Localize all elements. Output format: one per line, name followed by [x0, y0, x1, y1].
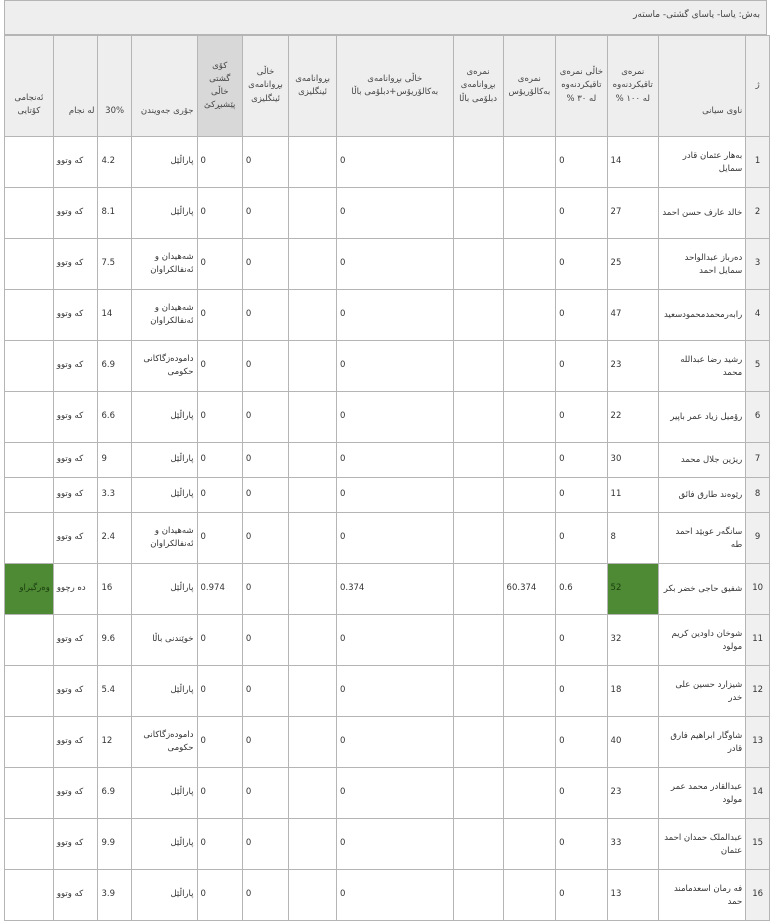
- not-done-cell: کە وتوو: [53, 290, 98, 341]
- grade30-cell: 0: [556, 478, 607, 513]
- not-done-cell: کە وتوو: [53, 239, 98, 290]
- grade100-cell: 11: [607, 478, 658, 513]
- combo-cell: 0: [336, 513, 453, 564]
- result-cell: [5, 290, 54, 341]
- grade30-cell: 0: [556, 188, 607, 239]
- combo-cell: 0: [336, 819, 453, 870]
- pct30-cell: 6.9: [98, 768, 131, 819]
- grade100-cell: 47: [607, 290, 658, 341]
- diploma-cell: [453, 290, 503, 341]
- table-row: [5, 137, 770, 188]
- pct30-cell: 3.9: [98, 870, 131, 921]
- total-cell: 0: [197, 513, 242, 564]
- grade30-cell: 0: [556, 392, 607, 443]
- grade100-cell: 52: [607, 564, 658, 615]
- combo-cell: 0: [336, 392, 453, 443]
- name-cell: دەرباز عبدالواحد سمایل احمد: [658, 239, 745, 290]
- table-row: [5, 564, 770, 615]
- diploma-cell: [453, 819, 503, 870]
- col-header-eng-cert: بڕوانامەی ئینگلیزی: [289, 36, 337, 137]
- col-header-channel: جۆری جەویندن: [131, 36, 197, 137]
- pct30-cell: 9.9: [98, 819, 131, 870]
- combo-cell: 0: [336, 188, 453, 239]
- channel-cell: دامودەزگاکانی حکومی: [131, 341, 197, 392]
- not-done-cell: کە وتوو: [53, 768, 98, 819]
- bachelor-cell: [503, 768, 556, 819]
- name-cell: شاوگار ابراهیم فارق قادر: [658, 717, 745, 768]
- channel-cell: پاراڵێل: [131, 443, 197, 478]
- eng-cert-cell: [289, 341, 337, 392]
- table-body: [5, 137, 770, 921]
- combo-cell: 0.374: [336, 564, 453, 615]
- total-cell: 0: [197, 188, 242, 239]
- combo-cell: 0: [336, 666, 453, 717]
- pct30-cell: 6.9: [98, 341, 131, 392]
- header-row: [5, 36, 770, 137]
- eng-points-cell: 0: [242, 392, 288, 443]
- diploma-cell: [453, 870, 503, 921]
- diploma-cell: [453, 392, 503, 443]
- grade100-cell: 33: [607, 819, 658, 870]
- channel-cell: پاراڵێل: [131, 819, 197, 870]
- index-cell: 5: [746, 341, 770, 392]
- diploma-cell: [453, 239, 503, 290]
- eng-cert-cell: [289, 478, 337, 513]
- table-row: [5, 239, 770, 290]
- index-cell: 15: [746, 819, 770, 870]
- channel-cell: پاراڵێل: [131, 137, 197, 188]
- table-row: [5, 478, 770, 513]
- result-cell: [5, 478, 54, 513]
- combo-cell: 0: [336, 870, 453, 921]
- grade100-cell: 22: [607, 392, 658, 443]
- not-done-cell: کە وتوو: [53, 392, 98, 443]
- result-cell: [5, 666, 54, 717]
- combo-cell: 0: [336, 443, 453, 478]
- not-done-cell: کە وتوو: [53, 443, 98, 478]
- not-done-cell: کە وتوو: [53, 137, 98, 188]
- name-cell: شفیق حاجی خضر بکر: [658, 564, 745, 615]
- not-done-cell: کە وتوو: [53, 870, 98, 921]
- diploma-cell: [453, 513, 503, 564]
- combo-cell: 0: [336, 290, 453, 341]
- eng-cert-cell: [289, 768, 337, 819]
- col-header-name: ناوی سیانی: [658, 36, 745, 137]
- not-done-cell: کە وتوو: [53, 717, 98, 768]
- diploma-cell: [453, 717, 503, 768]
- eng-cert-cell: [289, 615, 337, 666]
- eng-points-cell: 0: [242, 615, 288, 666]
- eng-points-cell: 0: [242, 478, 288, 513]
- bachelor-cell: 60.374: [503, 564, 556, 615]
- channel-cell: شەهیدان و ئەنفالکراوان: [131, 239, 197, 290]
- eng-points-cell: 0: [242, 819, 288, 870]
- name-cell: عبدالملک حمدان احمد عثمان: [658, 819, 745, 870]
- col-header-eng-points: خاڵی بڕوانامەی ئینگلیزی: [242, 36, 288, 137]
- index-cell: 4: [746, 290, 770, 341]
- diploma-cell: [453, 341, 503, 392]
- diploma-cell: [453, 564, 503, 615]
- eng-cert-cell: [289, 443, 337, 478]
- eng-cert-cell: [289, 564, 337, 615]
- bachelor-cell: [503, 137, 556, 188]
- total-cell: 0: [197, 717, 242, 768]
- grade100-cell: 23: [607, 768, 658, 819]
- total-cell: 0: [197, 137, 242, 188]
- total-cell: 0: [197, 341, 242, 392]
- bachelor-cell: [503, 666, 556, 717]
- channel-cell: پاراڵێل: [131, 188, 197, 239]
- diploma-cell: [453, 478, 503, 513]
- grade100-cell: 32: [607, 615, 658, 666]
- eng-cert-cell: [289, 188, 337, 239]
- grade30-cell: 0: [556, 443, 607, 478]
- result-cell: [5, 513, 54, 564]
- channel-cell: خوێندنی باڵا: [131, 615, 197, 666]
- pct30-cell: 9: [98, 443, 131, 478]
- eng-cert-cell: [289, 666, 337, 717]
- result-cell: [5, 137, 54, 188]
- grade30-cell: 0.6: [556, 564, 607, 615]
- eng-points-cell: 0: [242, 188, 288, 239]
- not-done-cell: کە وتوو: [53, 188, 98, 239]
- eng-points-cell: 0: [242, 341, 288, 392]
- index-cell: 16: [746, 870, 770, 921]
- grade30-cell: 0: [556, 137, 607, 188]
- result-cell: [5, 717, 54, 768]
- pct30-cell: 4.2: [98, 137, 131, 188]
- eng-points-cell: 0: [242, 513, 288, 564]
- grade30-cell: 0: [556, 290, 607, 341]
- pct30-cell: 8.1: [98, 188, 131, 239]
- grade100-cell: 25: [607, 239, 658, 290]
- eng-points-cell: 0: [242, 717, 288, 768]
- grade100-cell: 23: [607, 341, 658, 392]
- eng-cert-cell: [289, 513, 337, 564]
- bachelor-cell: [503, 341, 556, 392]
- pct30-cell: 16: [98, 564, 131, 615]
- grade100-cell: 18: [607, 666, 658, 717]
- table-row: [5, 666, 770, 717]
- sheet-title: بەش: یاسا- یاسای گشتی- ماستەر: [4, 0, 767, 35]
- name-cell: رشید رضا عبدالله محمد: [658, 341, 745, 392]
- eng-points-cell: 0: [242, 870, 288, 921]
- eng-points-cell: 0: [242, 290, 288, 341]
- bachelor-cell: [503, 478, 556, 513]
- result-cell: [5, 870, 54, 921]
- channel-cell: پاراڵێل: [131, 666, 197, 717]
- not-done-cell: کە وتوو: [53, 341, 98, 392]
- result-cell: [5, 615, 54, 666]
- not-done-cell: کە وتوو: [53, 478, 98, 513]
- col-header-total: کۆی گشتی خاڵی پێشبڕکێ: [197, 36, 242, 137]
- channel-cell: پاراڵێل: [131, 870, 197, 921]
- result-cell: [5, 768, 54, 819]
- eng-cert-cell: [289, 239, 337, 290]
- bachelor-cell: [503, 392, 556, 443]
- name-cell: رێوەند طارق فائق: [658, 478, 745, 513]
- col-header-bachelor: نمرەی بەکالۆریۆس: [503, 36, 556, 137]
- name-cell: رابەرمحمدمحمودسعید: [658, 290, 745, 341]
- grade30-cell: 0: [556, 615, 607, 666]
- eng-points-cell: 0: [242, 239, 288, 290]
- total-cell: 0: [197, 478, 242, 513]
- grade30-cell: 0: [556, 870, 607, 921]
- pct30-cell: 3.3: [98, 478, 131, 513]
- channel-cell: پاراڵێل: [131, 478, 197, 513]
- pct30-cell: 7.5: [98, 239, 131, 290]
- grade30-cell: 0: [556, 239, 607, 290]
- col-header-result: ئەنجامی کۆتایی: [5, 36, 54, 137]
- grade30-cell: 0: [556, 717, 607, 768]
- name-cell: شوخان داودین کریم مولود: [658, 615, 745, 666]
- eng-cert-cell: [289, 137, 337, 188]
- index-cell: 2: [746, 188, 770, 239]
- channel-cell: شەهیدان و ئەنفالکراوان: [131, 290, 197, 341]
- channel-cell: پاراڵێل: [131, 564, 197, 615]
- result-cell: [5, 392, 54, 443]
- index-cell: 11: [746, 615, 770, 666]
- pct30-cell: 2.4: [98, 513, 131, 564]
- channel-cell: دامودەزگاکانی حکومی: [131, 717, 197, 768]
- combo-cell: 0: [336, 615, 453, 666]
- not-done-cell: کە وتوو: [53, 513, 98, 564]
- result-cell: [5, 239, 54, 290]
- grade100-cell: 14: [607, 137, 658, 188]
- name-cell: رۆمیل زیاد عمر باپیر: [658, 392, 745, 443]
- diploma-cell: [453, 188, 503, 239]
- eng-cert-cell: [289, 717, 337, 768]
- index-cell: 9: [746, 513, 770, 564]
- name-cell: ریژین جلال محمد: [658, 443, 745, 478]
- index-cell: 3: [746, 239, 770, 290]
- not-done-cell: دە رچوو: [53, 564, 98, 615]
- pct30-cell: 14: [98, 290, 131, 341]
- diploma-cell: [453, 137, 503, 188]
- table-row: [5, 341, 770, 392]
- not-done-cell: کە وتوو: [53, 666, 98, 717]
- pct30-cell: 9.6: [98, 615, 131, 666]
- channel-cell: پاراڵێل: [131, 392, 197, 443]
- grade100-cell: 13: [607, 870, 658, 921]
- name-cell: خالد عارف حسن احمد: [658, 188, 745, 239]
- diploma-cell: [453, 443, 503, 478]
- grade100-cell: 40: [607, 717, 658, 768]
- eng-points-cell: 0: [242, 137, 288, 188]
- eng-points-cell: 0: [242, 768, 288, 819]
- result-cell: [5, 341, 54, 392]
- total-cell: 0: [197, 666, 242, 717]
- total-cell: 0: [197, 392, 242, 443]
- table-row: [5, 717, 770, 768]
- result-cell: [5, 819, 54, 870]
- channel-cell: پاراڵێل: [131, 768, 197, 819]
- total-cell: 0: [197, 615, 242, 666]
- table-row: [5, 513, 770, 564]
- eng-points-cell: 0: [242, 564, 288, 615]
- result-cell: وەرگیراو: [5, 564, 54, 615]
- bachelor-cell: [503, 717, 556, 768]
- index-cell: 12: [746, 666, 770, 717]
- name-cell: سانگەر عوبێد احمد طه: [658, 513, 745, 564]
- eng-cert-cell: [289, 392, 337, 443]
- combo-cell: 0: [336, 239, 453, 290]
- result-cell: [5, 188, 54, 239]
- pct30-cell: 5.4: [98, 666, 131, 717]
- eng-cert-cell: [289, 290, 337, 341]
- col-header-index: ژ: [746, 36, 770, 137]
- index-cell: 6: [746, 392, 770, 443]
- name-cell: عبدالقادر محمد عمر مولود: [658, 768, 745, 819]
- table-row: [5, 819, 770, 870]
- table-row: [5, 392, 770, 443]
- total-cell: 0.974: [197, 564, 242, 615]
- table-row: [5, 768, 770, 819]
- total-cell: 0: [197, 290, 242, 341]
- name-cell: فە رمان اسعدمامند حمد: [658, 870, 745, 921]
- table-row: [5, 188, 770, 239]
- total-cell: 0: [197, 768, 242, 819]
- eng-cert-cell: [289, 870, 337, 921]
- combo-cell: 0: [336, 768, 453, 819]
- name-cell: بەهار عثمان قادر سمایل: [658, 137, 745, 188]
- combo-cell: 0: [336, 478, 453, 513]
- diploma-cell: [453, 666, 503, 717]
- diploma-cell: [453, 615, 503, 666]
- name-cell: شیزارد حسین علی خدر: [658, 666, 745, 717]
- total-cell: 0: [197, 819, 242, 870]
- total-cell: 0: [197, 239, 242, 290]
- grade30-cell: 0: [556, 341, 607, 392]
- results-table: [4, 35, 770, 921]
- grade30-cell: 0: [556, 768, 607, 819]
- index-cell: 1: [746, 137, 770, 188]
- bachelor-cell: [503, 870, 556, 921]
- not-done-cell: کە وتوو: [53, 819, 98, 870]
- combo-cell: 0: [336, 341, 453, 392]
- table-row: [5, 870, 770, 921]
- grade30-cell: 0: [556, 819, 607, 870]
- col-header-diploma: نمرەی بڕوانامەی دبلۆمی باڵا: [453, 36, 503, 137]
- col-header-pct30: 30%: [98, 36, 131, 137]
- eng-points-cell: 0: [242, 443, 288, 478]
- total-cell: 0: [197, 870, 242, 921]
- grade100-cell: 8: [607, 513, 658, 564]
- col-header-not-done: لە نجام: [53, 36, 98, 137]
- index-cell: 10: [746, 564, 770, 615]
- pct30-cell: 12: [98, 717, 131, 768]
- index-cell: 13: [746, 717, 770, 768]
- total-cell: 0: [197, 443, 242, 478]
- bachelor-cell: [503, 615, 556, 666]
- not-done-cell: کە وتوو: [53, 615, 98, 666]
- grade30-cell: 0: [556, 666, 607, 717]
- pct30-cell: 6.6: [98, 392, 131, 443]
- grade100-cell: 27: [607, 188, 658, 239]
- diploma-cell: [453, 768, 503, 819]
- combo-cell: 0: [336, 717, 453, 768]
- table-row: [5, 443, 770, 478]
- index-cell: 7: [746, 443, 770, 478]
- grade100-cell: 30: [607, 443, 658, 478]
- bachelor-cell: [503, 513, 556, 564]
- table-row: [5, 615, 770, 666]
- col-header-grade30: خاڵی نمرەی تاقیکردنەوە لە ٣٠ %: [556, 36, 607, 137]
- bachelor-cell: [503, 188, 556, 239]
- eng-cert-cell: [289, 819, 337, 870]
- col-header-combo: خاڵی بڕوانامەی بەکالۆریۆس+دبلۆمی باڵا: [336, 36, 453, 137]
- bachelor-cell: [503, 443, 556, 478]
- col-header-grade100: نمرەی تاقیکردنەوە لە ١٠٠ %: [607, 36, 658, 137]
- bachelor-cell: [503, 239, 556, 290]
- eng-points-cell: 0: [242, 666, 288, 717]
- grade30-cell: 0: [556, 513, 607, 564]
- index-cell: 8: [746, 478, 770, 513]
- bachelor-cell: [503, 290, 556, 341]
- table-row: [5, 290, 770, 341]
- channel-cell: شەهیدان و ئەنفالکراوان: [131, 513, 197, 564]
- index-cell: 14: [746, 768, 770, 819]
- combo-cell: 0: [336, 137, 453, 188]
- bachelor-cell: [503, 819, 556, 870]
- result-cell: [5, 443, 54, 478]
